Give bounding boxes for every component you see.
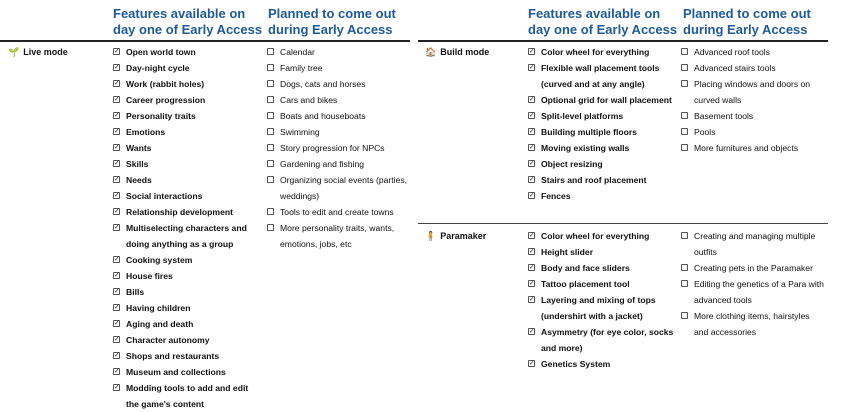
list-item-label: Advanced stairs tools: [694, 63, 776, 73]
section-paramaker: [425, 230, 486, 242]
list-item-label: Editing the genetics of a Para with advanced tools: [694, 279, 824, 305]
list-item: [528, 228, 678, 244]
empty-box-icon: [681, 128, 688, 135]
checked-box-icon: ✓: [529, 112, 535, 119]
list-item: [113, 76, 263, 92]
live-available-list: [113, 44, 263, 412]
empty-box-icon: [681, 280, 688, 287]
list-item-label: Open world town: [126, 47, 196, 57]
paramaker-available-list: [528, 228, 678, 372]
list-item: [267, 204, 412, 220]
list-item-label: Wants: [126, 143, 152, 153]
checked-box-icon: ✓: [114, 352, 120, 359]
list-item-label: Fences: [541, 191, 571, 201]
list-item-label: Relationship development: [126, 207, 233, 217]
checked-box-icon: ✓: [529, 128, 535, 135]
list-item: [528, 244, 678, 260]
empty-box-icon: [267, 80, 274, 87]
checked-box-icon: ✓: [114, 336, 120, 343]
checked-box-icon: ✓: [114, 192, 120, 199]
list-item: [113, 124, 263, 140]
list-item: [267, 76, 412, 92]
list-item: [113, 364, 263, 380]
list-item: [681, 108, 826, 124]
list-item-label: Shops and restaurants: [126, 351, 220, 361]
list-item-label: Creating and managing multiple outfits: [694, 231, 816, 257]
list-item: [528, 188, 678, 204]
section-build-mode: [425, 46, 489, 58]
list-item-label: Work (rabbit holes): [126, 79, 205, 89]
list-item-label: More furnitures and objects: [694, 143, 799, 153]
header-available-day-one-left: Features available on day one of Early Access: [113, 6, 263, 37]
checked-box-icon: ✓: [529, 280, 535, 287]
empty-box-icon: [681, 264, 688, 271]
list-item: [113, 348, 263, 364]
list-item: [681, 276, 826, 308]
empty-box-icon: [267, 64, 274, 71]
list-item-label: Character autonomy: [126, 335, 210, 345]
checked-box-icon: ✓: [529, 48, 535, 55]
checked-box-icon: ✓: [114, 160, 120, 167]
list-item: [113, 268, 263, 284]
list-item-label: Stairs and roof placement: [541, 175, 647, 185]
list-item-label: Cars and bikes: [280, 95, 338, 105]
list-item: [267, 172, 412, 204]
list-item-label: Layering and mixing of tops (undershirt with a jacket): [541, 295, 656, 321]
list-item: [267, 220, 412, 252]
checked-box-icon: ✓: [529, 264, 535, 271]
checked-box-icon: ✓: [529, 296, 535, 303]
list-item-label: Gardening and fishing: [280, 159, 365, 169]
checked-box-icon: ✓: [114, 224, 120, 231]
list-item-label: Split-level platforms: [541, 111, 624, 121]
list-item: [113, 204, 263, 220]
checked-box-icon: ✓: [114, 320, 120, 327]
checked-box-icon: ✓: [529, 96, 535, 103]
list-item: [267, 92, 412, 108]
checked-box-icon: ✓: [114, 384, 120, 391]
list-item: [681, 308, 826, 340]
checked-box-icon: ✓: [529, 160, 535, 167]
checked-box-icon: ✓: [114, 80, 120, 87]
empty-box-icon: [267, 112, 274, 119]
list-item: [528, 172, 678, 188]
rule-left: [0, 40, 410, 42]
paramaker-planned-list: [681, 228, 826, 340]
list-item: [113, 284, 263, 300]
list-item-label: Color wheel for everything: [541, 47, 650, 57]
list-item: [528, 60, 678, 92]
list-item: [681, 44, 826, 60]
checked-box-icon: ✓: [114, 48, 120, 55]
list-item-label: Color wheel for everything: [541, 231, 650, 241]
list-item: [113, 332, 263, 348]
list-item: [681, 124, 826, 140]
list-item: [528, 260, 678, 276]
list-item: [528, 156, 678, 172]
checked-box-icon: ✓: [529, 64, 535, 71]
checked-box-icon: ✓: [114, 304, 120, 311]
section-title-live: Live mode: [23, 47, 68, 57]
list-item-label: Personality traits: [126, 111, 196, 121]
list-item: [528, 356, 678, 372]
list-item: [113, 92, 263, 108]
list-item-label: Tools to edit and create towns: [280, 207, 394, 217]
list-item-label: Day-night cycle: [126, 63, 190, 73]
list-item: [528, 108, 678, 124]
list-item-label: Genetics System: [541, 359, 611, 369]
list-item-label: Pools: [694, 127, 716, 137]
list-item: [681, 60, 826, 76]
empty-box-icon: [681, 232, 688, 239]
empty-box-icon: [681, 112, 688, 119]
checked-box-icon: ✓: [529, 248, 535, 255]
list-item: [113, 44, 263, 60]
checked-box-icon: ✓: [529, 232, 535, 239]
list-item: [528, 140, 678, 156]
list-item-label: Aging and death: [126, 319, 194, 329]
checked-box-icon: ✓: [114, 128, 120, 135]
section-live-mode: [8, 46, 68, 58]
checked-box-icon: ✓: [529, 176, 535, 183]
list-item-label: Building multiple floors: [541, 127, 637, 137]
list-item-label: Multiselecting characters and doing anything as a group: [126, 223, 247, 249]
list-item: [681, 140, 826, 156]
header-planned-left: Planned to come out during Early Access: [268, 6, 396, 37]
list-item-label: House fires: [126, 271, 173, 281]
rule-right: [418, 40, 828, 42]
checked-box-icon: ✓: [114, 144, 120, 151]
list-item: [267, 124, 412, 140]
list-item: [528, 324, 678, 356]
checked-box-icon: ✓: [529, 360, 535, 367]
rule-paramaker: [418, 223, 828, 224]
list-item: [681, 228, 826, 260]
list-item-label: Object resizing: [541, 159, 603, 169]
empty-box-icon: [267, 208, 274, 215]
checked-box-icon: ✓: [529, 192, 535, 199]
checked-box-icon: ✓: [114, 64, 120, 71]
list-item: [113, 108, 263, 124]
empty-box-icon: [267, 224, 274, 231]
checked-box-icon: ✓: [114, 176, 120, 183]
list-item: [267, 156, 412, 172]
list-item: [113, 380, 263, 412]
list-item-label: Placing windows and doors on curved walls: [694, 79, 811, 105]
list-item-label: Flexible wall placement tools (curved and at any angle): [541, 63, 660, 89]
list-item-label: Skills: [126, 159, 149, 169]
list-item: [113, 60, 263, 76]
empty-box-icon: [681, 80, 688, 87]
list-item: [528, 292, 678, 324]
list-item-label: Museum and collections: [126, 367, 226, 377]
list-item: [113, 252, 263, 268]
list-item-label: Creating pets in the Paramaker: [694, 263, 813, 273]
list-item-label: Moving existing walls: [541, 143, 630, 153]
header-planned-right: Planned to come out during Early Access: [683, 6, 811, 37]
list-item: [528, 92, 678, 108]
list-item-label: Organizing social events (parties, weddings): [280, 175, 408, 201]
list-item: [113, 156, 263, 172]
checked-box-icon: ✓: [114, 256, 120, 263]
list-item-label: Height slider: [541, 247, 594, 257]
list-item-label: Needs: [126, 175, 152, 185]
list-item: [267, 60, 412, 76]
list-item-label: Body and face sliders: [541, 263, 630, 273]
list-item: [681, 260, 826, 276]
list-item: [113, 316, 263, 332]
list-item-label: Social interactions: [126, 191, 203, 201]
list-item-label: Basement tools: [694, 111, 754, 121]
checked-box-icon: ✓: [529, 144, 535, 151]
empty-box-icon: [267, 160, 274, 167]
live-planned-list: [267, 44, 412, 252]
list-item: [113, 188, 263, 204]
list-item: [528, 124, 678, 140]
empty-box-icon: [681, 144, 688, 151]
build-available-list: [528, 44, 678, 204]
list-item-label: Dogs, cats and horses: [280, 79, 366, 89]
list-item-label: Tattoo placement tool: [541, 279, 630, 289]
list-item-label: Career progression: [126, 95, 206, 105]
list-item-label: Boats and houseboats: [280, 111, 366, 121]
list-item-label: Modding tools to add and edit the game's content: [126, 383, 249, 409]
list-item-label: Advanced roof tools: [694, 47, 770, 57]
list-item: [267, 108, 412, 124]
build-planned-list: [681, 44, 826, 156]
checked-box-icon: ✓: [114, 96, 120, 103]
checked-box-icon: ✓: [114, 208, 120, 215]
list-item-label: Swimming: [280, 127, 320, 137]
list-item-label: Calendar: [280, 47, 315, 57]
list-item: [113, 172, 263, 188]
empty-box-icon: [267, 128, 274, 135]
list-item-label: Story progression for NPCs: [280, 143, 385, 153]
empty-box-icon: [681, 64, 688, 71]
list-item: [528, 276, 678, 292]
list-item: [113, 220, 263, 252]
list-item-label: Emotions: [126, 127, 166, 137]
list-item: [113, 300, 263, 316]
empty-box-icon: [267, 96, 274, 103]
list-item-label: More personality traits, wants, emotions, jobs, etc: [280, 223, 395, 249]
house-icon: 🏠: [425, 47, 437, 57]
empty-box-icon: [267, 48, 274, 55]
plant-icon: 🌱: [8, 47, 20, 57]
section-title-build: Build mode: [440, 47, 490, 57]
list-item-label: Family tree: [280, 63, 323, 73]
list-item-label: Optional grid for wall placement: [541, 95, 672, 105]
empty-box-icon: [681, 48, 688, 55]
empty-box-icon: [681, 312, 688, 319]
list-item-label: Asymmetry (for eye color, socks and more): [541, 327, 674, 353]
empty-box-icon: [267, 144, 274, 151]
list-item-label: Bills: [126, 287, 145, 297]
person-icon: 🧍: [425, 231, 437, 241]
list-item-label: Having children: [126, 303, 191, 313]
checked-box-icon: ✓: [114, 288, 120, 295]
section-title-paramaker: Paramaker: [440, 231, 487, 241]
list-item: [267, 44, 412, 60]
header-available-day-one-right: Features available on day one of Early Access: [528, 6, 678, 37]
checked-box-icon: ✓: [114, 272, 120, 279]
empty-box-icon: [267, 176, 274, 183]
list-item: [528, 44, 678, 60]
checked-box-icon: ✓: [529, 328, 535, 335]
list-item-label: More clothing items, hairstyles and accessories: [694, 311, 810, 337]
list-item: [681, 76, 826, 108]
list-item-label: Cooking system: [126, 255, 193, 265]
checked-box-icon: ✓: [114, 112, 120, 119]
list-item: [113, 140, 263, 156]
checked-box-icon: ✓: [114, 368, 120, 375]
list-item: [267, 140, 412, 156]
